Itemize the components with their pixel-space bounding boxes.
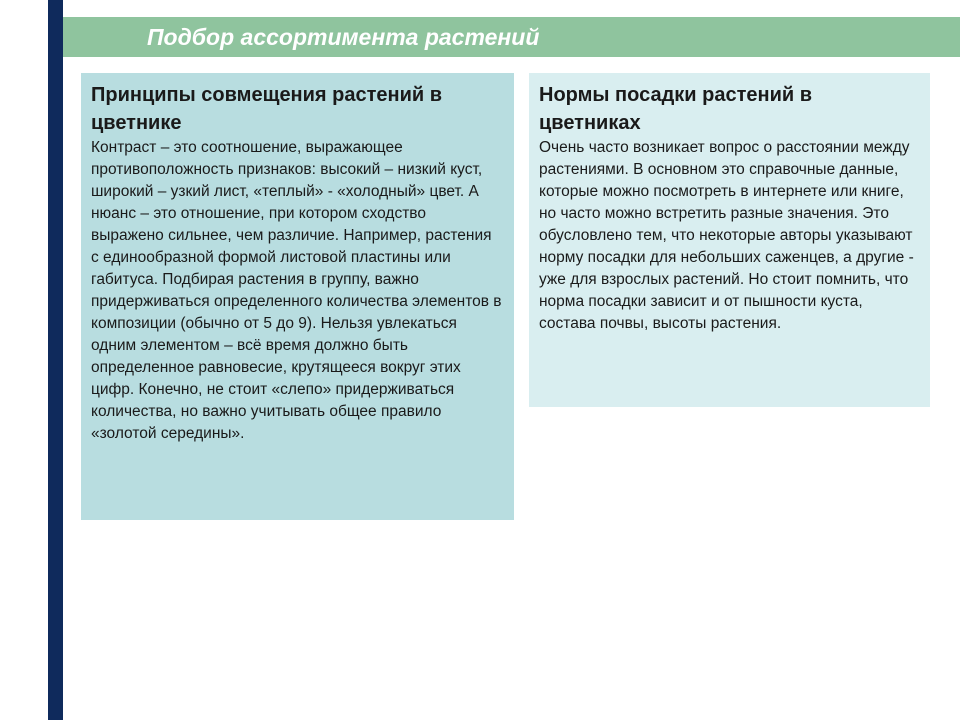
card-body-text: Очень часто возникает вопрос о расстоянии между растениями. В основном это справочные данные, которые можно посмотреть в интернете или книге, но часто можно встретить разные значения. Это обусловлено тем, что некоторые авторы указывают норму посадки для небольших саженцев, а другие - уже для взрослых растений. Но стоит помнить, что норма посадки зависит и от пышности куста, состава почвы, высоты растения. — [539, 139, 914, 332]
left-accent-bar — [48, 0, 63, 720]
card-heading: Нормы посадки растений в цветниках — [539, 84, 813, 134]
card-planting-norms — [529, 73, 930, 407]
slide-title: Подбор ассортимента растений — [147, 24, 540, 50]
card-body-text: Контраст – это соотношение, выражающее противоположность признаков: высокий – низкий куст, широкий – узкий лист, «теплый» - «холодный» цвет. А нюанс – это отношение, при котором сходство выражено сильнее, чем различие. Например, растения с единообразной формой листовой пластины или габитуса. Подбирая растения в группу, важно придерживаться определенного количества элементов в композиции (обычно от 5 до 9). Нельзя увлекаться одним элементом – всё время должно быть определенное равновесие, крутящееся вокруг этих цифр. Конечно, не стоит «слепо» придерживаться количества, но важно учитывать общее правило «золотой середины». — [91, 139, 502, 442]
card-plant-combination-principles — [81, 73, 514, 520]
card-heading: Принципы совмещения растений в цветнике — [91, 84, 443, 134]
